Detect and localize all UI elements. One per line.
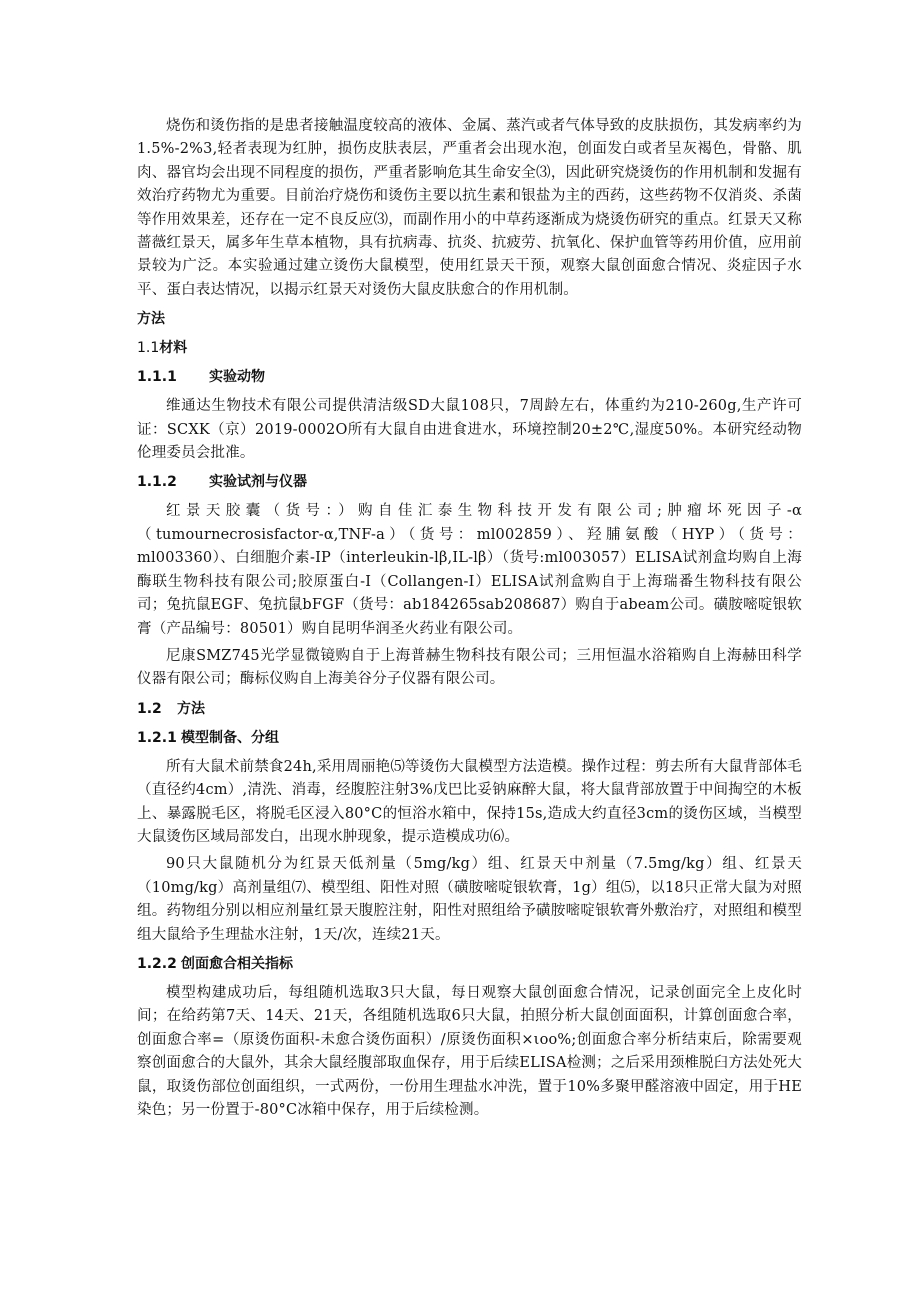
section-title: 材料 (159, 340, 188, 357)
section-title: 方法 (177, 700, 205, 717)
section-number: 1.1 (137, 340, 160, 357)
intro-paragraph: 烧伤和烫伤指的是患者接触温度较高的液体、金属、蒸汽或者气体导致的皮肤损伤，其发病率约为1.5%-2%3,轻者表现为红肿，损伤皮肤表层，严重者会出现水泡，创面发白或者呈灰褐色，骨骼、肌肉、器官均会出现不同程度的损伤，严重者影响危其生命安全⑶，因此研究烧烫伤的作用机制和发掘有效治疗药物尤为重要。目前治疗烧伤和烫伤主要以抗生素和银盐为主的西药，这些药物不仅消炎、杀菌等作用效果差，还存在一定不良反应⑶，而副作用小的中草药逐渐成为烧烫伤研究的重点。红景天又称蔷薇红景天，属多年生草本植物，具有抗病毒、抗炎、抗疲劳、抗氧化、保护血管等药用价值，应用前景较为广泛。本实验通过建立烫伤大鼠模型，使用红景天干预，观察大鼠创面愈合情况、炎症因子水平、蛋白表达情况，以揭示红景天对烫伤大鼠皮肤愈合的作用机制。 (137, 118, 802, 298)
section-heading-methods: 方法 (137, 311, 165, 328)
section-heading-1-2-2 (137, 953, 802, 976)
section-title: 实验试剂与仪器 (209, 474, 307, 491)
section-title: 模型制备、分组 (181, 729, 279, 746)
section-heading-1-1 (137, 337, 802, 360)
section-heading-1-1-2 (137, 471, 802, 494)
section-number: 1.1.2 (137, 474, 177, 491)
document-page (137, 115, 802, 1128)
section-heading-1-2 (137, 698, 802, 721)
section-number: 1.1.1 (137, 369, 177, 386)
paragraph-model-prep: 所有大鼠术前禁食24h,采用周丽艳⑸等烫伤大鼠模型方法造模。操作过程：剪去所有大鼠背部体毛（直径约4cm）,清洗、消毒，经腹腔注射3%戊巴比妥钠麻醉大鼠，将大鼠背部放置于中间掏空的木板上、暴露脱毛区，将脱毛区浸入80°C的恒浴水箱中，保持15s,造成大约直径3cm的烫伤区域，当模型大鼠烫伤区域局部发白，出现水肿现象，提示造模成功⑹。 (137, 758, 802, 845)
section-number: 1.2.1 (137, 729, 177, 746)
paragraph-grouping: 90只大鼠随机分为红景天低剂量（5mg/kg）组、红景天中剂量（7.5mg/kg）组、红景天（10mg/kg）高剂量组⑺、模型组、阳性对照（磺胺嘧啶银软膏，1g）组⑸，以18只正常大鼠为对照组。药物组分别以相应剂量红景天腹腔注射，阳性对照组给予磺胺嘧啶银软膏外敷治疗，对照组和模型组大鼠给予生理盐水注射，1天/次，连续21天。 (137, 856, 802, 943)
paragraph-instruments: 尼康SMZ745光学显微镜购自于上海普赫生物科技有限公司；三用恒温水浴箱购自上海赫田科学仪器有限公司；酶标仪购自上海美谷分子仪器有限公司。 (137, 647, 802, 688)
section-heading-1-1-1 (137, 366, 802, 389)
paragraph-wound-healing: 模型构建成功后，每组随机选取3只大鼠，每日观察大鼠创面愈合情况，记录创面完全上皮化时间；在给药第7天、14天、21天，各组随机选取6只大鼠，拍照分析大鼠创面面积，计算创面愈合率，创面愈合率=（原烫伤面积-未愈合烫伤面积）/原烫伤面积×ιoo%;创面愈合率分析结束后，除需要观察创面愈合的大鼠外，其余大鼠经腹部取血保存，用于后续ELISA检测；之后采用颈椎脱臼方法处死大鼠，取烫伤部位创面组织，一式两份，一份用生理盐水冲洗，置于10%多聚甲醛溶液中固定，用于HE染色；另一份置于-80°C冰箱中保存，用于后续检测。 (137, 984, 802, 1118)
section-number: 1.2.2 (137, 955, 177, 972)
section-heading-1-2-1 (137, 727, 802, 750)
section-number: 1.2 (137, 700, 162, 717)
section-title: 实验动物 (209, 369, 265, 386)
paragraph-reagents: 红景天胶囊（货号：）购自佳汇泰生物科技开发有限公司;肿瘤坏死因子-α（tumournecrosisfactor-α,TNF-a）（货号：ml002859）、羟脯氨酸（HYP）（货号：ml003360）、白细胞介素-IP（interleukin-lβ,IL-lβ）（货号:ml003057）ELISA试剂盒均购自上海酶联生物科技有限公司;胶原蛋白-I（Collangen-I）ELISA试剂盒购自于上海瑞番生物科技有限公司；兔抗鼠EGF、兔抗鼠bFGF（货号：ab184265sab208687）购自于abeam公司。磺胺嘧啶银软膏（产品编号：80501）购自昆明华润圣火药业有限公司。 (137, 503, 802, 637)
section-title: 创面愈合相关指标 (181, 955, 293, 972)
paragraph-animals: 维通达生物技术有限公司提供清洁级SD大鼠108只，7周龄左右，体重约为210-260g,生产许可证：SCXK（京）2019-0002O所有大鼠自由进食进水，环境控制20±2℃,湿度50%。本研究经动物伦理委员会批准。 (137, 398, 802, 462)
